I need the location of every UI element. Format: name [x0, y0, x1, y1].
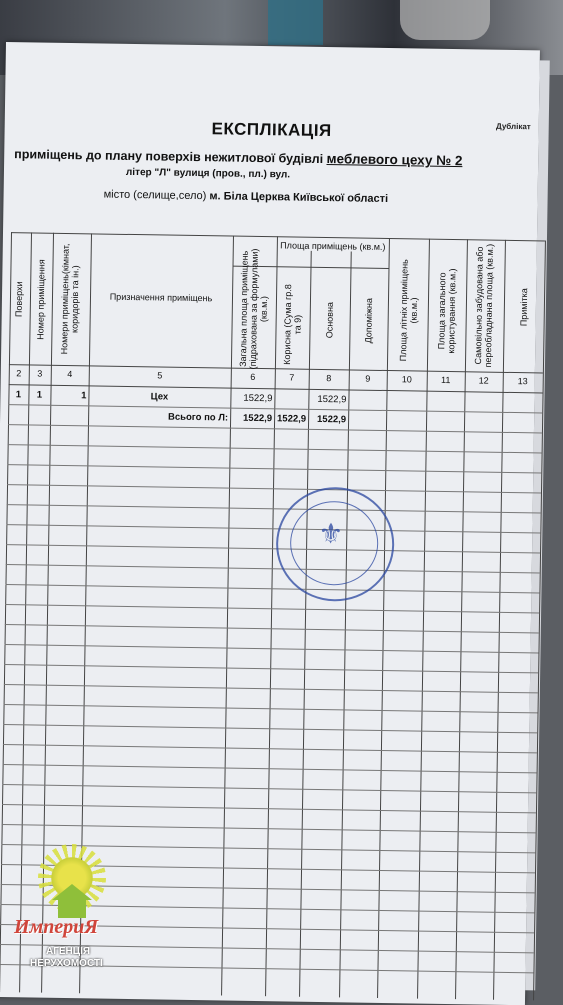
cell-room-number: 1 — [36, 389, 43, 401]
city-value: м. Біла Церква Київської області — [209, 190, 389, 206]
agency-brand: ИмпериЯ — [14, 916, 99, 938]
agency-line2: НЕРУХОМОСТІ — [30, 958, 103, 969]
col-number: 12 — [478, 375, 489, 386]
header-floors: Поверхи — [13, 281, 25, 318]
cell-useful — [275, 393, 307, 394]
header-room-numbers: Номери приміщень(кімнат, коридорів та ін.) — [59, 243, 81, 355]
agency-watermark — [8, 850, 138, 990]
col-number: 5 — [157, 370, 163, 381]
city-prefix: місто (селище,село) — [103, 188, 207, 203]
house-icon — [52, 884, 92, 920]
trident-icon: ⚜ — [318, 517, 344, 550]
city-line — [104, 189, 389, 205]
agency-line1: АГЕНЦІЯ — [46, 946, 91, 957]
background-object — [268, 0, 323, 45]
col-number: 11 — [440, 374, 451, 386]
col-number: 7 — [289, 372, 295, 383]
duplicate-mark: Дублікат — [495, 121, 531, 132]
table-grid-line — [377, 238, 390, 998]
official-stamp — [275, 486, 395, 602]
table-grid-line — [221, 236, 234, 996]
header-useful: Корисна (Сума гр.8 та 9) — [281, 284, 303, 365]
header-summer-area: Площа літніх приміщень (кв.м.) — [398, 259, 420, 362]
col-number: 10 — [401, 374, 412, 385]
table-grid-line — [493, 240, 506, 1000]
cell-main: 1522,9 — [317, 393, 347, 406]
subtitle-line — [14, 146, 462, 168]
col-number: 6 — [250, 371, 256, 382]
cell-total-label: Всього по Л: — [167, 411, 229, 424]
header-note: Примітка — [518, 288, 530, 327]
col-number: 2 — [16, 368, 22, 379]
col-number: 9 — [365, 373, 371, 384]
header-total-area: Загальна площа приміщень (підрахована за формулами) (кв.м.) — [237, 248, 270, 370]
cell-main: 1522,9 — [316, 413, 347, 426]
header-room-number: Номер приміщення — [35, 259, 47, 340]
subtitle-text: приміщень до плану поверхів нежитлової будівлі — [14, 147, 324, 166]
header-common-area: Площа загального користування (кв.м.) — [436, 268, 458, 354]
header-purpose: Призначення приміщень — [109, 291, 213, 304]
col-number: 3 — [37, 368, 43, 379]
cell-total: 1522,9 — [242, 412, 273, 425]
header-auxiliary: Допоміжна — [363, 298, 375, 344]
col-number: 4 — [67, 369, 73, 380]
cell-purpose: Цех — [150, 391, 169, 403]
letter-street-line: літер "Л" вулиця (пров., пл.) вул. — [125, 166, 291, 181]
header-unauthorized-area: Самовільно забудована або переобладнана площа (кв.м.) — [472, 243, 495, 368]
table-grid-line — [417, 239, 430, 999]
background-object — [400, 0, 490, 40]
col-number: 8 — [326, 373, 332, 384]
building-name: меблевого цеху № 2 — [326, 151, 463, 169]
table-grid-line — [339, 251, 352, 997]
cell-total: 1522,9 — [243, 392, 273, 405]
cell-floor: 1 — [15, 389, 22, 401]
document-title: ЕКСПЛІКАЦІЯ — [211, 119, 332, 141]
header-main: Основна — [324, 301, 335, 339]
header-area-group: Площа приміщень (кв.м.) — [280, 240, 386, 252]
col-number: 13 — [517, 376, 528, 387]
page-edge — [525, 60, 550, 990]
table-grid-line — [455, 239, 468, 999]
cell-useful: 1522,9 — [276, 413, 307, 425]
cell-rooms: 1 — [81, 390, 87, 402]
